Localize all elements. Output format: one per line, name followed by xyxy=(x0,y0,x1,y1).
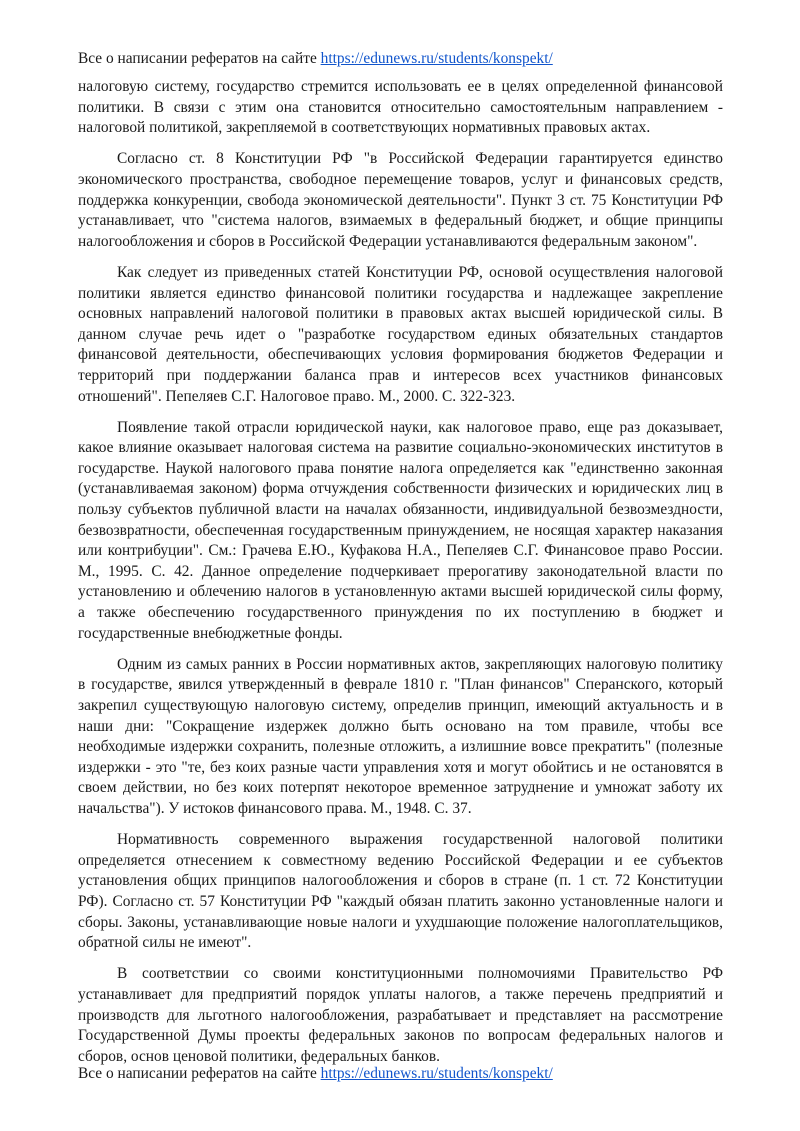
page-footer xyxy=(78,1064,553,1084)
paragraph: Одним из самых ранних в России нормативных актов, закрепляющих налоговую политику в государстве, явился утвержденный в феврале 1810 г. "План финансов" Сперанского, который закрепил существующую налоговую систему, определив принцип, имеющий актуальность и в наши дни: "Сокращение издержек должно быть основано на том правиле, чтобы все необходимые издержки сохранить, полезные отложить, а излишние вовсе прекратить" (полезные издержки - это "те, без коих разные части управления хотя и могут обойтись и не остановятся в своем действии, но без коих потерпят некоторое временное затруднение и умножат заботу их начальства"). У истоков финансового права. М., 1948. С. 37. xyxy=(78,655,723,817)
page-header xyxy=(78,49,553,69)
paragraph: В соответствии со своими конституционными полномочиями Правительство РФ устанавливает для предприятий порядок уплаты налогов, а также перечень предприятий и производств для льготного налогообложения, разрабатывает и представляет на рассмотрение Государственной Думы проекты федеральных законов по вопросам федеральных налогов и сборов, основ ценовой политики, федеральных банков. xyxy=(78,965,723,1065)
paragraph-continuation: налоговую систему, государство стремится использовать ее в целях определенной финансовой политики. В связи с этим она становится относительно самостоятельным направлением - налоговой политикой, закрепляемой в соответствующих нормативных правовых актах. xyxy=(78,78,723,137)
paragraph: Появление такой отрасли юридической науки, как налоговое право, еще раз доказывает, какое влияние оказывает налоговая система на развитие социально-экономических институтов в государстве. Наукой налогового права понятие налога определяется как "единственно законная (устанавливаемая законом) форма отчуждения собственности физических и юридических лиц в пользу субъектов публичной власти на началах обязанности, индивидуальной безвозмездности, безвозвратности, обеспеченная государственным принуждением, не носящая характер наказания или контрибуции". См.: Грачева Е.Ю., Куфакова Н.А., Пепеляев С.Г. Финансовое право России. М., 1995. С. 42. Данное определение подчеркивает прерогативу законодательной власти по установлению и облечению налогов в установленную актами высшей юридической силы форму, а также обеспечению государственного принуждения по их поступлению в бюджет и государственные внебюджетные фонды. xyxy=(78,418,723,642)
header-link[interactable]: https://edunews.ru/students/konspekt/ xyxy=(320,50,553,67)
footer-link[interactable]: https://edunews.ru/students/konspekt/ xyxy=(320,1065,553,1082)
paragraph: Нормативность современного выражения государственной налоговой политики определяется отнесением к совместному ведению Российской Федерации и ее субъектов установления общих принципов налогообложения и сборов в стране (п. 1 ст. 72 Конституции РФ). Согласно ст. 57 Конституции РФ "каждый обязан платить законно установленные налоги и сборы. Законы, устанавливающие новые налоги и ухудшающие положение налогоплательщиков, обратной силы не имеют". xyxy=(78,831,723,952)
paragraph: Согласно ст. 8 Конституции РФ "в Российской Федерации гарантируется единство экономического пространства, свободное перемещение товаров, услуг и финансовых средств, поддержка конкуренции, свобода экономической деятельности". Пункт 3 ст. 75 Конституции РФ устанавливает, что "система налогов, взимаемых в федеральный бюджет, и общие принципы налогообложения и сборов в Российской Федерации устанавливаются федеральным законом". xyxy=(78,150,723,250)
footer-prefix-text: Все о написании рефератов на сайте xyxy=(78,1065,321,1082)
paragraph: Как следует из приведенных статей Конституции РФ, основой осуществления налоговой политики является единство финансовой политики государства и надлежащее закрепление основных направлений налоговой политики в правовых актах высшей юридической силы. В данном случае речь идет о "разработке государством единых обязательных стандартов финансовой деятельности, обеспечивающих условия формирования бюджетов Федерации и территорий при поддержании баланса прав и интересов всех участников финансовых отношений". Пепеляев С.Г. Налоговое право. М., 2000. С. 322-323. xyxy=(78,263,723,405)
header-prefix-text: Все о написании рефератов на сайте xyxy=(78,50,321,67)
document-body xyxy=(78,77,723,1078)
